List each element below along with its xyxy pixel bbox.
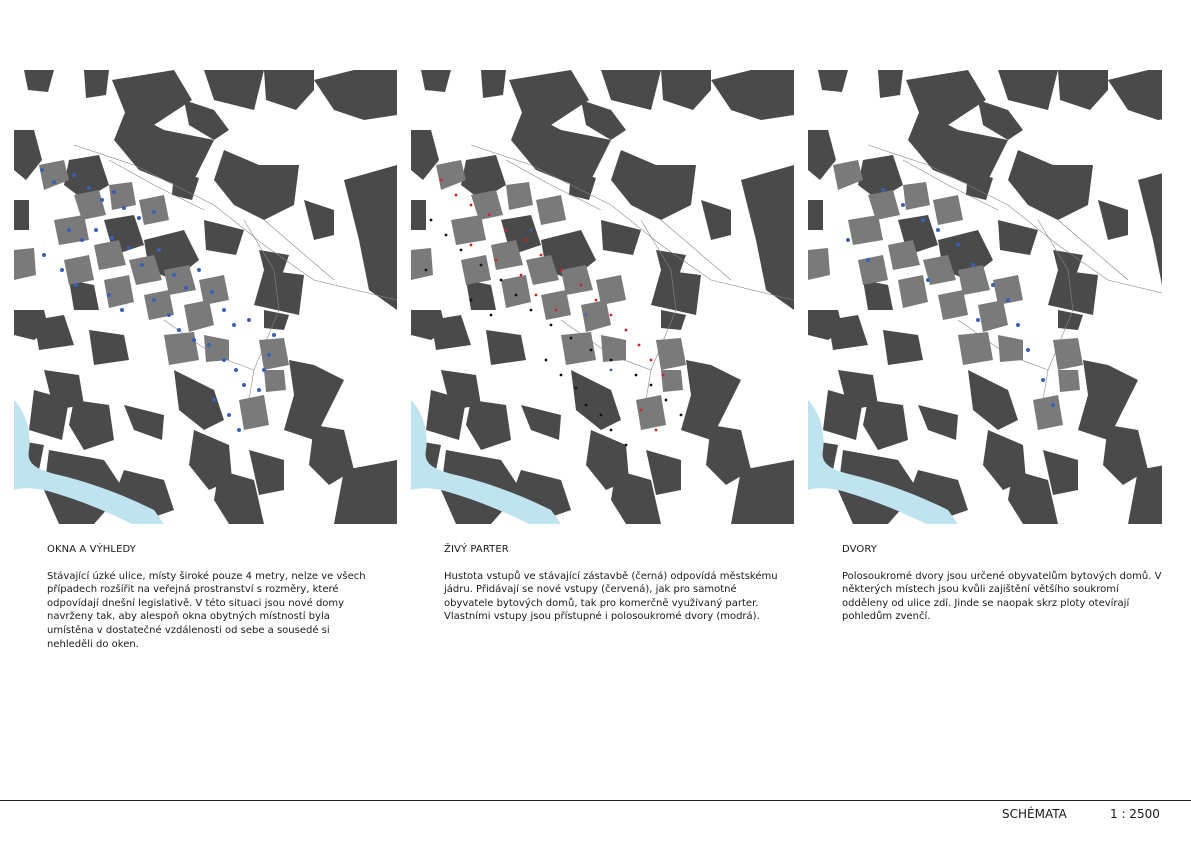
marker [866,258,870,262]
new-building [536,195,566,225]
marker [530,229,533,232]
marker [227,413,231,417]
existing-building [998,70,1058,110]
existing-building [818,70,848,92]
marker [1026,348,1030,352]
marker [430,219,433,222]
marker [590,349,593,352]
new-building [411,248,433,280]
new-building [164,332,199,365]
existing-building [808,200,823,230]
map-windows-views [14,70,397,524]
marker [120,308,124,312]
map-active-ground-floor [411,70,794,524]
panel-title: DVORY [842,544,877,555]
marker [137,216,141,220]
existing-building [304,200,334,240]
marker [242,383,246,387]
existing-building [581,100,626,140]
existing-building [998,220,1038,255]
existing-building [431,315,471,350]
new-building [259,338,289,370]
marker [127,246,131,250]
marker [846,238,850,242]
existing-building [878,70,903,98]
marker [94,228,98,232]
new-building [204,335,229,362]
marker [600,414,603,417]
panel-text: Polosoukromé dvory jsou určené obyvatelům bytových domů. V některých místech jsou kvůli zajištění většího soukromí odděleny od ulice zdí. Jinde se naopak skrz ploty otevírají pohledům zvenčí. [842,570,1162,623]
new-building [868,190,900,220]
marker [222,358,226,362]
existing-building [521,405,561,440]
marker [991,283,995,287]
marker [971,263,975,267]
site-plan-3 [808,70,1162,524]
existing-building [466,400,511,450]
existing-building [1108,70,1162,120]
marker [585,404,588,407]
marker [625,329,628,332]
new-building [903,182,930,210]
existing-building [481,70,506,98]
marker [152,210,156,214]
marker [550,324,553,327]
marker [520,274,523,277]
new-building [1058,370,1080,392]
marker [455,194,458,197]
marker [610,429,613,432]
existing-building [69,280,99,310]
marker [495,259,498,262]
new-building [978,300,1008,332]
marker [680,414,683,417]
marker [1041,378,1045,382]
existing-building [883,330,923,365]
marker [257,388,261,392]
marker [100,198,104,202]
marker [107,293,111,297]
marker [560,374,563,377]
new-building [451,215,486,245]
marker [212,398,216,402]
existing-building [1058,70,1108,110]
existing-building [918,405,958,440]
new-building [109,182,136,210]
marker [42,253,46,257]
new-building [938,290,968,320]
caption-courtyards [842,543,1162,624]
new-building [64,255,94,285]
new-building [104,275,134,308]
marker [585,314,588,317]
marker [67,228,71,232]
marker [515,294,518,297]
existing-building [978,100,1023,140]
marker [192,338,196,342]
marker [545,359,548,362]
marker [575,387,578,390]
marker [112,190,116,194]
marker [184,286,188,290]
sheet-title: SCHÉMATA [1002,807,1067,821]
marker [655,429,658,432]
marker [72,173,76,177]
panel-title: OKNA A VÝHLEDY [47,544,136,555]
existing-building [571,370,621,430]
marker [1016,323,1020,327]
marker [80,238,84,242]
new-building [436,160,466,190]
marker [570,337,573,340]
new-building [601,335,626,362]
new-building [199,275,229,305]
marker [488,214,491,217]
new-building [184,300,214,332]
marker [650,384,653,387]
marker [610,359,613,362]
marker [595,299,598,302]
existing-building [863,280,893,310]
new-building [898,275,928,308]
marker [157,248,161,252]
marker [167,313,171,317]
marker [1051,403,1055,407]
panel-text: Stávající úzké ulice, místy široké pouze 4 metry, nelze ve všech případech rozšířit na veřejná prostranství s rozměry, které odpovídají dnešní legislativě. V této situaci jsou nové domy navrženy tak, aby alespoň okna obytných místností byla umístěna v dostatečné vzdálenosti od sebe a sousedé si nehleděli do oken. [47,570,366,650]
marker [535,294,538,297]
new-building [636,395,666,430]
existing-building [486,330,526,365]
marker [505,229,508,232]
new-building [998,335,1023,362]
existing-building [184,100,229,140]
existing-building [204,220,244,255]
existing-building [84,70,109,98]
marker [560,269,563,272]
existing-building [808,130,836,180]
marker [197,268,201,272]
marker [926,278,930,282]
caption-windows-views [47,543,367,651]
existing-building [411,200,426,230]
marker [60,268,64,272]
existing-building [204,70,264,110]
new-building [848,215,883,245]
new-building [958,332,993,365]
marker [540,254,543,257]
new-building [596,275,626,305]
new-building [1053,338,1083,370]
existing-building [661,310,686,330]
existing-building [601,70,661,110]
marker [470,244,473,247]
new-building [858,255,888,285]
marker [480,264,483,267]
caption-active-ground-floor [444,543,779,624]
existing-building [661,70,711,110]
marker [52,180,56,184]
existing-building [863,400,908,450]
existing-building [1058,310,1083,330]
marker [74,283,78,287]
new-building [541,290,571,320]
marker [665,399,668,402]
existing-building [828,315,868,350]
marker [635,374,638,377]
new-building [506,182,533,210]
marker [530,309,533,312]
existing-building [1098,200,1128,240]
existing-building [968,370,1018,430]
marker [936,228,940,232]
new-building [808,248,830,280]
marker [625,444,628,447]
marker [555,309,558,312]
marker [247,318,251,322]
marker [232,323,236,327]
marker [640,409,643,412]
marker [87,186,91,190]
marker [425,269,428,272]
existing-building [124,405,164,440]
existing-building [174,370,224,430]
scale-label: 1 : 2500 [1110,807,1160,821]
existing-buildings [808,70,1162,524]
marker [610,369,613,372]
existing-building [14,130,42,180]
marker [272,333,276,337]
new-building [74,190,106,220]
existing-building [344,165,397,310]
existing-building [601,220,641,255]
marker [976,318,980,322]
marker [445,234,448,237]
new-building [264,370,286,392]
marker [267,353,271,357]
marker [140,263,144,267]
marker [177,328,181,332]
existing-building [711,70,794,120]
marker [210,290,214,294]
new-building [39,160,69,190]
existing-building [411,130,439,180]
new-building [239,395,269,430]
new-building [501,275,531,308]
existing-building [34,315,74,350]
marker [500,279,503,282]
footer-divider [0,800,1191,801]
marker [638,344,641,347]
new-building [471,190,503,220]
marker [525,239,528,242]
marker [470,299,473,302]
new-building [1033,395,1063,430]
existing-building [24,70,54,92]
existing-building [264,310,289,330]
marker [222,308,226,312]
existing-building [14,200,29,230]
marker [881,188,885,192]
marker [921,218,925,222]
marker [662,374,665,377]
existing-building [69,400,114,450]
new-building [461,255,491,285]
new-building [661,370,683,392]
marker [650,359,653,362]
marker [1006,298,1010,302]
existing-building [421,70,451,92]
marker [580,284,583,287]
marker [234,368,238,372]
marker [490,314,493,317]
marker [470,204,473,207]
marker [901,203,905,207]
marker [122,206,126,210]
marker [440,179,443,182]
marker [152,298,156,302]
site-plan-2 [411,70,794,524]
new-building [14,248,36,280]
new-building [656,338,686,370]
panel-title: ŽIVÝ PARTER [444,544,509,555]
marker [207,343,211,347]
marker [40,168,44,172]
new-building [933,195,963,225]
existing-building [89,330,129,365]
existing-building [466,280,496,310]
marker [110,236,114,240]
existing-building [701,200,731,240]
new-building [833,160,863,190]
existing-building [264,70,314,110]
site-plan-1 [14,70,397,524]
marker [172,273,176,277]
marker [956,243,960,247]
existing-building [741,165,794,310]
marker [262,368,266,372]
marker [237,428,241,432]
marker [460,249,463,252]
panel-text: Hustota vstupů ve stávající zástavbě (černá) odpovídá městskému jádru. Přidávají se nové vstupy (červená), jak pro samotné obyvatele bytových domů, tak pro komerčně využívaný parter. Vlastními vstupy jsou přístupné i polosoukromé dvory (modrá). [444,570,778,623]
map-courtyards [808,70,1162,524]
existing-building [314,70,397,120]
new-building [561,332,596,365]
marker [610,314,613,317]
